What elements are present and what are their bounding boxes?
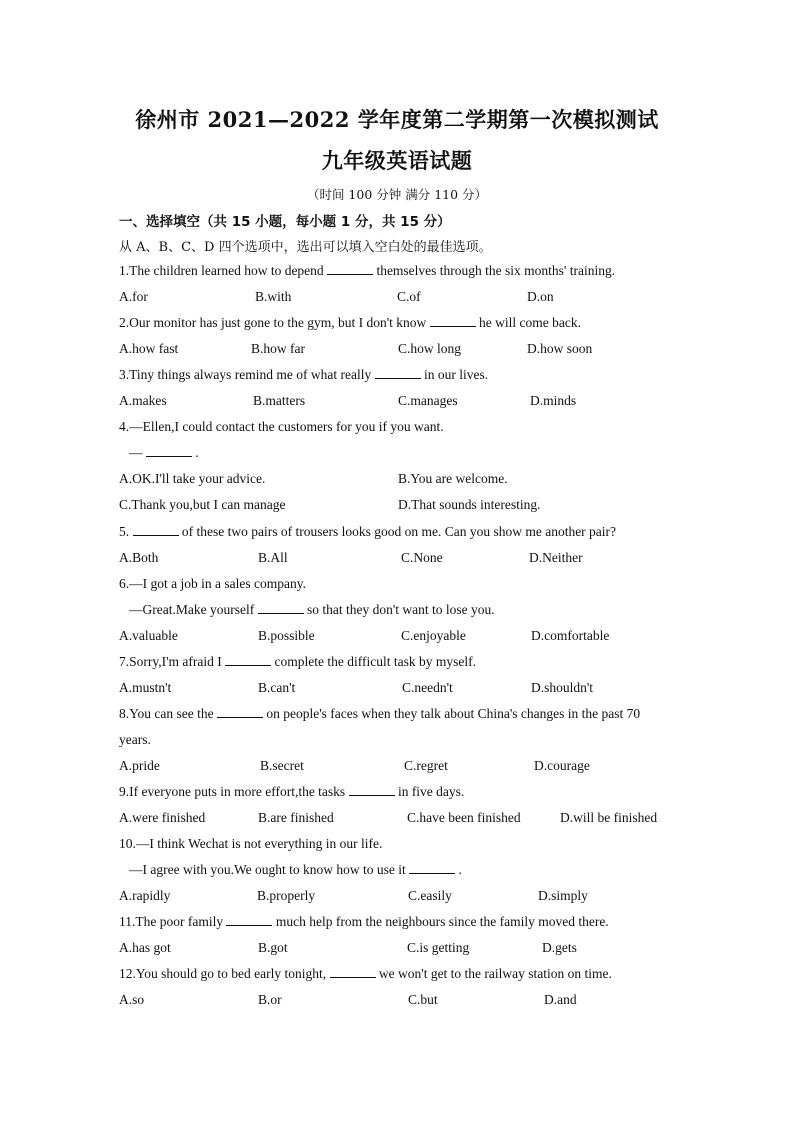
section-heading: 一、选择填空（共 15 小题，每小题 1 分，共 15 分）	[119, 214, 451, 230]
answer-option: C.of	[397, 289, 421, 305]
exam-meta: （时间 100 分钟 满分 110 分）	[306, 187, 488, 202]
question-text: we won't get to the railway station on time.	[378, 966, 612, 982]
answer-option: B.how far	[251, 341, 305, 357]
question-line	[119, 706, 640, 722]
answer-option: D.shouldn't	[531, 679, 594, 695]
answer-blank	[225, 654, 271, 666]
answer-option: B.got	[258, 940, 288, 956]
question-line	[129, 862, 462, 878]
question-line	[119, 836, 382, 852]
question-text: in our lives.	[423, 367, 489, 383]
answer-option: B.can't	[258, 679, 296, 695]
answer-option: B.properly	[257, 888, 316, 904]
question-text: much help from the neighbours since the family moved there.	[275, 914, 609, 930]
question-text: .	[458, 862, 462, 878]
question-line	[129, 602, 495, 618]
question-text: 2.Our monitor has just gone to the gym, but I don't know	[119, 315, 427, 331]
answer-option: D.and	[544, 992, 577, 1008]
answer-option: A.for	[119, 289, 148, 305]
question-line	[119, 419, 444, 435]
answer-option: A.has got	[119, 940, 171, 956]
question-text: 4.—Ellen,I could contact the customers for you if you want.	[119, 419, 444, 435]
answer-option: A.mustn't	[119, 679, 172, 695]
answer-option: D.how soon	[527, 341, 593, 357]
answer-option: A.OK.I'll take your advice.	[119, 471, 266, 487]
question-text: in five days.	[397, 784, 465, 799]
answer-option: B.or	[258, 992, 282, 1008]
question-text: 3.Tiny things always remind me of what really	[119, 367, 372, 383]
question-text: 1.The children learned how to depend	[119, 263, 324, 278]
answer-option: D.courage	[534, 757, 590, 773]
question-text: .	[195, 445, 199, 461]
answer-option: B.secret	[260, 757, 304, 773]
answer-option: C.is getting	[407, 940, 470, 956]
answer-option: D.Neither	[529, 549, 583, 565]
question-text: —I agree with you.We ought to know how to use it	[129, 862, 406, 878]
answer-option: B.are finished	[258, 810, 334, 826]
question-line	[119, 315, 581, 331]
answer-option: A.how fast	[119, 341, 179, 357]
question-line	[119, 966, 612, 982]
question-line	[119, 263, 615, 279]
answer-option: C.enjoyable	[401, 627, 466, 643]
answer-option: C.manages	[398, 393, 458, 409]
answer-option: B.matters	[253, 393, 306, 409]
answer-blank	[327, 263, 373, 275]
question-line	[119, 914, 609, 930]
question-line	[119, 576, 306, 592]
answer-blank	[258, 602, 304, 614]
question-text: he will come back.	[479, 315, 582, 331]
question-line	[119, 732, 151, 748]
question-line	[119, 654, 476, 670]
question-text: 7.Sorry,I'm afraid I	[119, 653, 222, 669]
question-text: so that they don't want to lose you.	[306, 601, 495, 617]
answer-option: D.That sounds interesting.	[398, 497, 541, 513]
answer-blank	[146, 445, 192, 457]
question-line	[119, 784, 464, 800]
question-text: complete the difficult task by myself.	[274, 653, 476, 669]
answer-option: A.so	[119, 992, 145, 1008]
answer-option: B.with	[255, 289, 292, 305]
exam-subtitle: 九年级英语试题	[321, 148, 473, 173]
question-text: 10.—I think Wechat is not everything in our life.	[119, 836, 383, 852]
answer-blank	[375, 367, 421, 379]
answer-option: D.gets	[542, 940, 577, 956]
answer-option: C.but	[408, 992, 438, 1008]
question-text: years.	[119, 731, 151, 747]
answer-option: A.were finished	[119, 810, 206, 826]
answer-option: D.simply	[538, 888, 588, 904]
question-text: 8.You can see the	[119, 705, 214, 721]
answer-option: C.have been finished	[407, 810, 521, 826]
question-text: 11.The poor family	[119, 914, 224, 930]
answer-option: A.rapidly	[119, 888, 171, 904]
answer-blank	[226, 914, 272, 926]
question-text: 5.	[119, 523, 130, 539]
question-text: on people's faces when they talk about China's changes in the past 70	[266, 705, 641, 721]
answer-option: B.All	[258, 549, 288, 565]
question-text: themselves through the six months' training.	[376, 263, 616, 278]
answer-option: C.needn't	[402, 679, 453, 695]
question-text: —	[129, 445, 143, 461]
answer-option: A.pride	[119, 757, 160, 773]
question-text: 12.You should go to bed early tonight,	[119, 966, 327, 982]
answer-option: A.valuable	[119, 627, 178, 643]
question-text: of these two pairs of trousers looks good on me. Can you show me another pair?	[181, 523, 617, 539]
answer-blank	[409, 862, 455, 874]
question-text: 6.—I got a job in a sales company.	[119, 575, 306, 591]
answer-blank	[349, 784, 395, 796]
answer-option: D.will be finished	[560, 810, 658, 826]
answer-blank	[330, 966, 376, 978]
answer-option: C.how long	[398, 341, 462, 357]
answer-option: C.regret	[404, 757, 448, 773]
answer-option: D.on	[527, 289, 554, 305]
section-instruction: 从 A、B、C、D 四个选项中，选出可以填入空白处的最佳选项。	[119, 240, 492, 255]
answer-option: A.Both	[119, 549, 159, 565]
question-text: 9.If everyone puts in more effort,the tasks	[119, 784, 346, 799]
answer-option: C.None	[401, 549, 443, 565]
answer-option: A.makes	[119, 393, 167, 409]
answer-option: B.You are welcome.	[398, 471, 508, 487]
answer-option: D.comfortable	[531, 627, 610, 643]
exam-title: 徐州市 2021—2022 学年度第二学期第一次模拟测试	[135, 107, 659, 132]
question-line	[119, 524, 616, 540]
answer-blank	[217, 706, 263, 718]
question-line	[129, 445, 199, 461]
question-line	[119, 367, 488, 383]
answer-option: D.minds	[530, 393, 577, 409]
question-text: —Great.Make yourself	[129, 601, 255, 617]
answer-blank	[133, 524, 179, 536]
answer-option: C.Thank you,but I can manage	[119, 497, 286, 513]
answer-blank	[430, 315, 476, 327]
answer-option: B.possible	[258, 627, 315, 643]
answer-option: C.easily	[408, 888, 452, 904]
